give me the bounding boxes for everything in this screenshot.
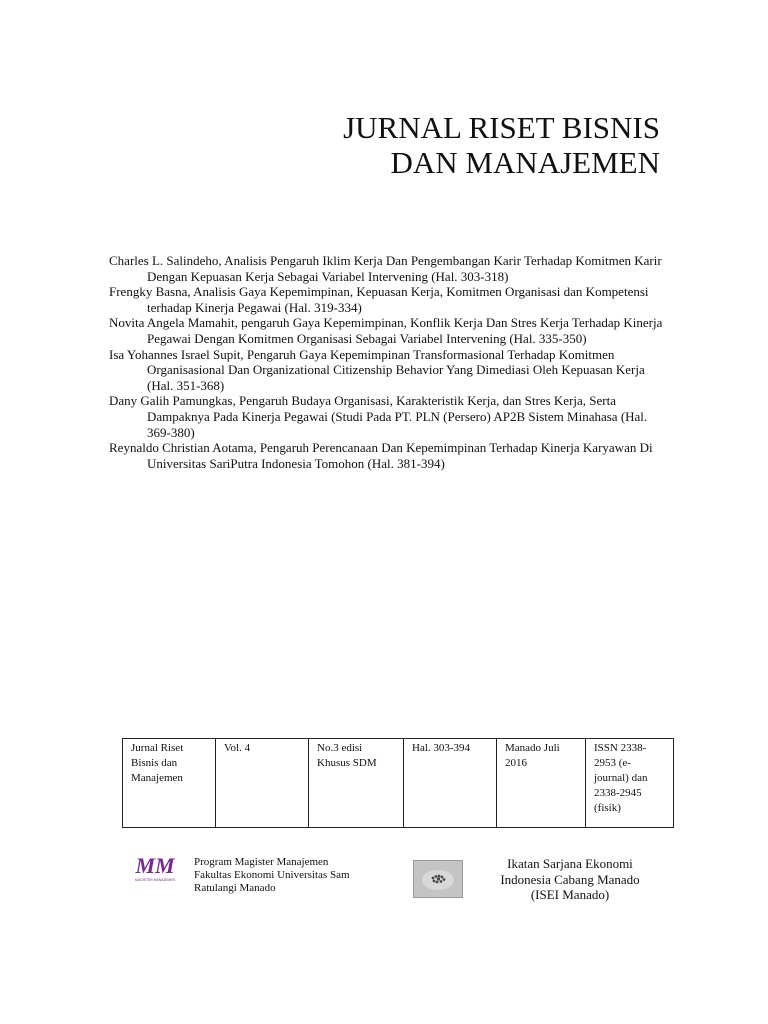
place-date-cell: Manado Juli 2016 — [497, 739, 586, 828]
isei-line-3: (ISEI Manado) — [530, 887, 610, 902]
article-list — [109, 253, 669, 471]
journal-title — [250, 110, 660, 180]
article-entry: Frengky Basna, Analisis Gaya Kepemimpinan, Kepuasan Kerja, Komitmen Organisasi dan Kompetensi terhadap Kinerja Pegawai (Hal. 319-334) — [109, 284, 649, 315]
isei-line-1: Ikatan Sarjana Ekonomi — [507, 856, 633, 871]
journal-title-line-1: JURNAL RISET BISNIS — [343, 110, 660, 145]
article-entry: Reynaldo Christian Aotama, Pengaruh Perencanaan Dan Kepemimpinan Terhadap Kinerja Karyawan Di Universitas SariPutra Indonesia Tomohon (Hal. 381-394) — [109, 440, 653, 471]
program-line-2: Fakultas Ekonomi Universitas Sam — [194, 869, 350, 881]
article-entry: Dany Galih Pamungkas, Pengaruh Budaya Organisasi, Karakteristik Kerja, dan Stres Kerja, Serta Dampaknya Pada Kinerja Pegawai (Studi Pada PT. PLN (Persero) AP2B Sistem Minahasa (Hal. 369-380) — [109, 393, 648, 440]
journal-title-line-2: DAN MANAJEMEN — [390, 145, 660, 180]
article-entry: Charles L. Salindeho, Analisis Pengaruh Iklim Kerja Dan Pengembangan Karir Terhadap Komitmen Karir Dengan Kepuasan Kerja Sebagai Variabel Intervening (Hal. 303-318) — [109, 253, 662, 284]
mm-logo-caption: MAGISTER MANAJEMEN — [135, 878, 175, 882]
pages-cell: Hal. 303-394 — [404, 739, 497, 828]
isei-address — [484, 856, 656, 903]
magister-manajemen-logo — [134, 853, 176, 883]
program-address — [194, 856, 394, 895]
article-entry: Novita Angela Mamahit, pengaruh Gaya Kepemimpinan, Konflik Kerja Dan Stres Kerja Terhadap Kinerja Pegawai Dengan Komitmen Organisasi Sebagai Variabel Intervening (Hal. 335-350) — [109, 315, 663, 346]
issn-cell: ISSN 2338-2953 (e-journal) dan 2338-2945 (fisik) — [586, 739, 674, 828]
number-cell: No.3 edisi Khusus SDM — [309, 739, 404, 828]
article-entry: Isa Yohannes Israel Supit, Pengaruh Gaya Kepemimpinan Transformasional Terhadap Komitmen Organisasional Dan Organizational Citizenship Behavior Yang Dimediasi Oleh Kepuasan Kerja (Hal. 351-368) — [109, 346, 645, 393]
journal-info-row — [123, 739, 674, 828]
program-line-1: Program Magister Manajemen — [194, 856, 329, 868]
journal-info-table — [122, 738, 674, 828]
mm-logo-letters: MM — [135, 853, 175, 878]
journal-name-cell: Jurnal Riset Bisnis dan Manajemen — [123, 739, 216, 828]
volume-cell: Vol. 4 — [216, 739, 309, 828]
isei-line-2: Indonesia Cabang Manado — [500, 871, 640, 887]
program-line-3: Ratulangi Manado — [194, 882, 276, 894]
isei-logo — [413, 860, 463, 898]
